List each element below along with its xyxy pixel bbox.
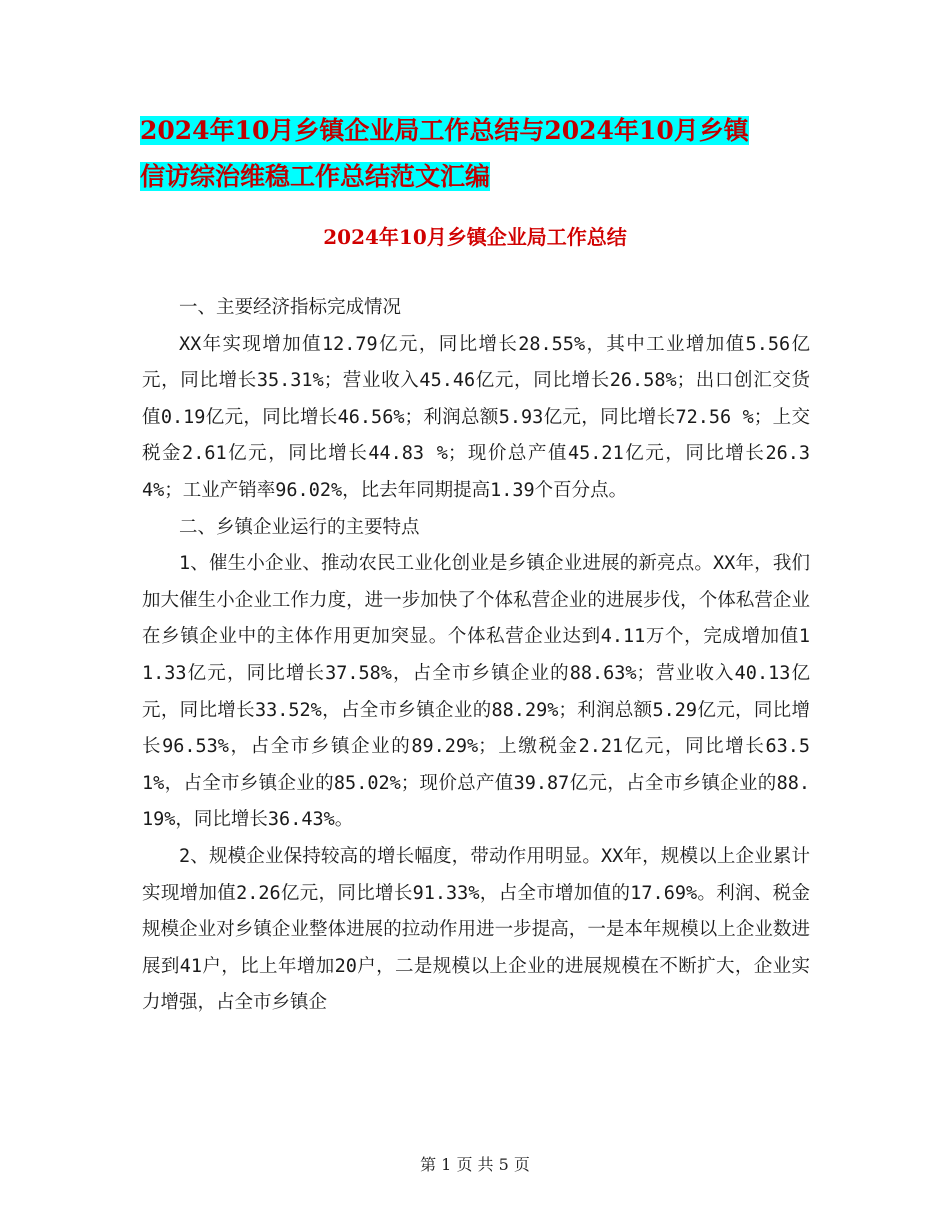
main-title-line-2: 信访综治维稳工作总结范文汇编 [140,162,491,191]
paragraph-1: XX年实现增加值12.79亿元，同比增长28.55%，其中工业增加值5.56亿元，同比增长35.31%；营业收入45.46亿元，同比增长26.58%；出口创汇交货值0.19亿元，同比增长46.56%；利润总额5.93亿元，同比增长72.56 %；上交税金2.61亿元，同比增长44.83 %；现价总产值45.21亿元，同比增长26.34%；工业产销率96.02%，比去年同期提高1.39个百分点。 [142,333,810,501]
document-body [142,290,810,1022]
paragraph-3: 2、规模企业保持较高的增长幅度，带动作用明显。XX年，规模以上企业累计实现增加值2.26亿元，同比增长91.33%，占全市增加值的17.69%。利润、税金规模企业对乡镇企业整体进展的拉动作用进一步提高，一是本年规模以上企业数进展到41户，比上年增加20户，二是规模以上企业的进展规模在不断扩大，企业实力增强，占全市乡镇企 [142,845,810,1014]
page-footer: 第 1 页 共 5 页 [420,1155,530,1174]
section-title: 2024年10月乡镇企业局工作总结 [323,225,627,249]
document-main-title [140,108,820,200]
paragraph-heading-2: 二、乡镇企业运行的主要特点 [179,516,420,538]
main-title-line-1: 2024年10月乡镇企业局工作总结与2024年10月乡镇 [140,116,749,145]
paragraph-2: 1、催生小企业、推动农民工业化创业是乡镇企业进展的新亮点。XX年，我们加大催生小企业工作力度，进一步加快了个体私营企业的进展步伐，个体私营企业在乡镇企业中的主体作用更加突显。个体私营企业达到4.11万个，完成增加值11.33亿元，同比增长37.58%，占全市乡镇企业的88.63%；营业收入40.13亿元，同比增长33.52%，占全市乡镇企业的88.29%；利润总额5.29亿元，同比增长96.53%，占全市乡镇企业的89.29%；上缴税金2.21亿元，同比增长63.51%，占全市乡镇企业的85.02%；现价总产值39.87亿元，占全市乡镇企业的88.19%，同比增长36.43%。 [142,553,810,831]
paragraph-heading-1: 一、主要经济指标完成情况 [179,297,402,318]
